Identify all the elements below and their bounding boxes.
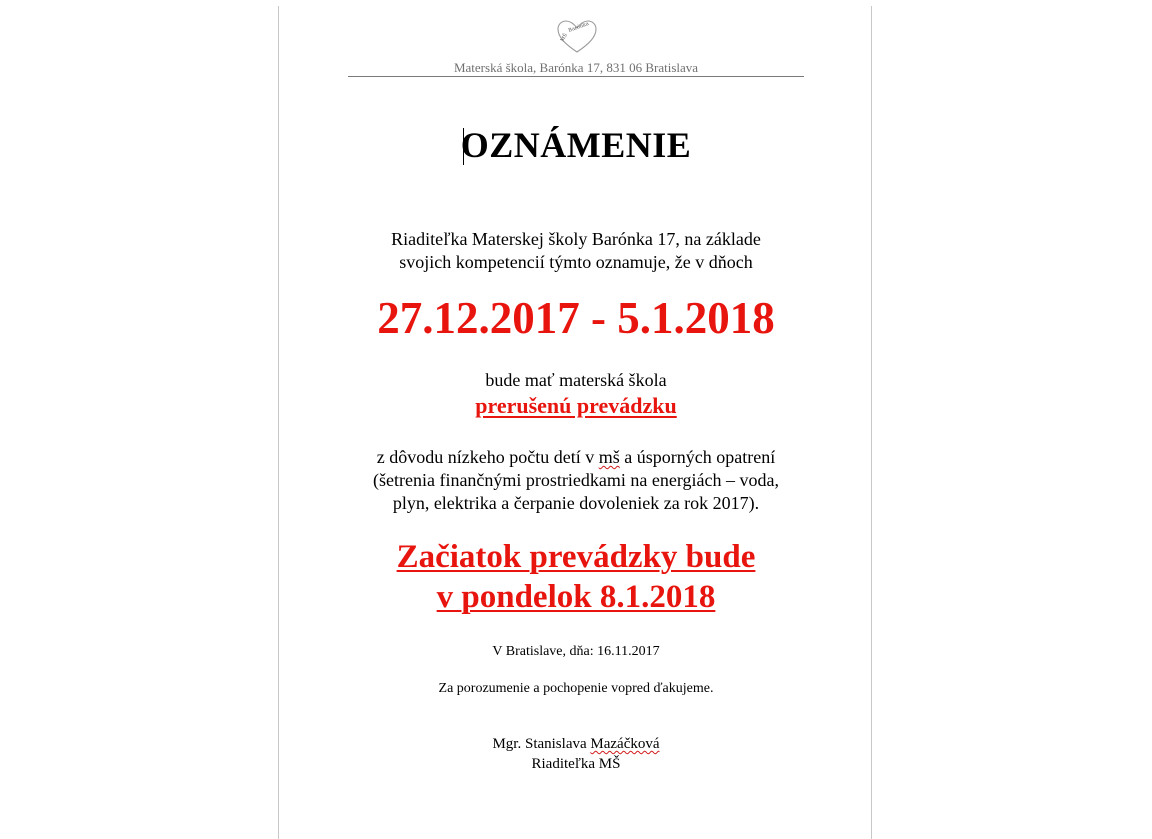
reason-line-1-post: a úsporných opatrení xyxy=(619,447,776,467)
document-page[interactable] xyxy=(278,6,872,839)
spellcheck-mark-ms[interactable]: mš xyxy=(598,447,620,467)
signature-name-pre: Mgr. Stanislava xyxy=(492,736,591,752)
signature-role: Riaditeľka MŠ xyxy=(531,756,621,772)
reason-line-1-pre: z dôvodu nízkeho počtu detí v xyxy=(376,447,599,467)
header-address: Materská škola, Barónka 17, 831 06 Bratislava xyxy=(453,60,699,75)
document-title: OZNÁMENIE xyxy=(460,125,692,165)
status-highlight: prerušenú prevádzku xyxy=(475,393,677,418)
heart-logo xyxy=(555,18,599,56)
svg-text:MŠ: MŠ xyxy=(559,32,570,43)
intro-line-1: Riaditeľka Materskej školy Barónka 17, na základe xyxy=(391,229,761,249)
place-date: V Bratislave, dňa: 16.11.2017 xyxy=(492,644,660,659)
intro-line-2: svojich kompetencií týmto oznamuje, že v dňoch xyxy=(399,252,753,272)
restart-line-2-wrap xyxy=(279,578,873,616)
restart-line-1-wrap xyxy=(279,538,873,576)
status-highlight-wrap xyxy=(279,393,873,419)
reason-line-2: (šetrenia finančnými prostriedkami na energiách – voda, xyxy=(372,470,780,490)
reason-line-1 xyxy=(279,447,873,468)
date-range: 27.12.2017 - 5.1.2018 xyxy=(377,293,775,343)
header-divider xyxy=(348,76,804,77)
thanks-line: Za porozumenie a pochopenie vopred ďakujeme. xyxy=(438,681,714,696)
status-line: bude mať materská škola xyxy=(485,370,667,390)
restart-line-2: v pondelok 8.1.2018 xyxy=(436,579,716,615)
reason-line-3: plyn, elektrika a čerpanie dovoleniek za rok 2017). xyxy=(392,493,760,513)
signature-name xyxy=(279,735,873,753)
svg-text:Barónka: Barónka xyxy=(567,20,590,34)
restart-line-1: Začiatok prevádzky bude xyxy=(396,539,756,575)
spellcheck-mark-surname[interactable]: Mazáčková xyxy=(590,736,660,752)
